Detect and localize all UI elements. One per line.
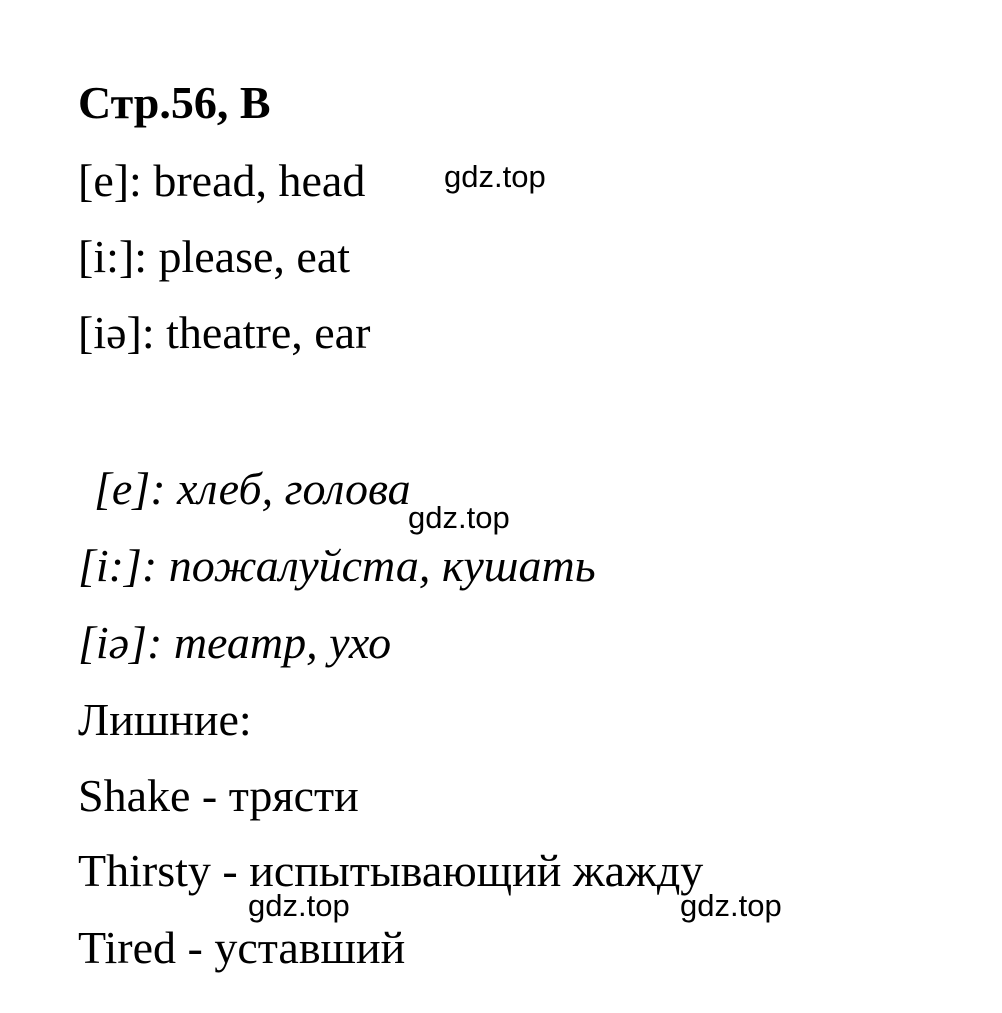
transcription-words: bread, head [153, 155, 366, 206]
extra-word-shake [78, 770, 359, 821]
transcription-sound: [iə]: [78, 307, 155, 358]
transcription-sound: [e]: [78, 155, 142, 206]
extra-word: Thirsty [78, 845, 211, 896]
translation-sound: [iə]: [78, 617, 163, 668]
translation-words: театр, ухо [173, 617, 392, 668]
translation-line-e [94, 463, 411, 514]
extra-heading: Лишние: [78, 694, 252, 745]
translation-line-i-long [78, 540, 596, 591]
extra-word-tired [78, 922, 406, 973]
extra-word-thirsty [78, 845, 704, 896]
extra-word: Tired [78, 922, 176, 973]
translation-sound: [i:]: [78, 540, 158, 591]
dash-separator: - [187, 922, 203, 973]
transcription-line-e [78, 155, 366, 206]
extra-word: Shake [78, 770, 191, 821]
translation-line-ie [78, 617, 392, 668]
watermark: gdz.top [444, 159, 546, 194]
translation-sound: [e]: [94, 463, 166, 514]
transcription-words: theatre, ear [166, 307, 371, 358]
transcription-words: please, eat [158, 231, 351, 282]
watermark: gdz.top [680, 888, 782, 923]
transcription-line-i-long [78, 231, 351, 282]
watermark: gdz.top [408, 500, 510, 535]
extra-word-translation: трясти [228, 770, 359, 821]
watermark: gdz.top [248, 888, 350, 923]
translation-words: пожалуйста, кушать [168, 540, 596, 591]
transcription-sound: [i:]: [78, 231, 147, 282]
extra-word-translation: уставший [214, 922, 406, 973]
dash-separator: - [201, 770, 218, 821]
page-title: Стр.56, B [78, 77, 271, 128]
dash-separator: - [222, 845, 238, 896]
extra-word-translation: испытывающий жажду [249, 845, 704, 896]
transcription-line-ie [78, 307, 371, 358]
translation-words: хлеб, голова [177, 463, 411, 514]
